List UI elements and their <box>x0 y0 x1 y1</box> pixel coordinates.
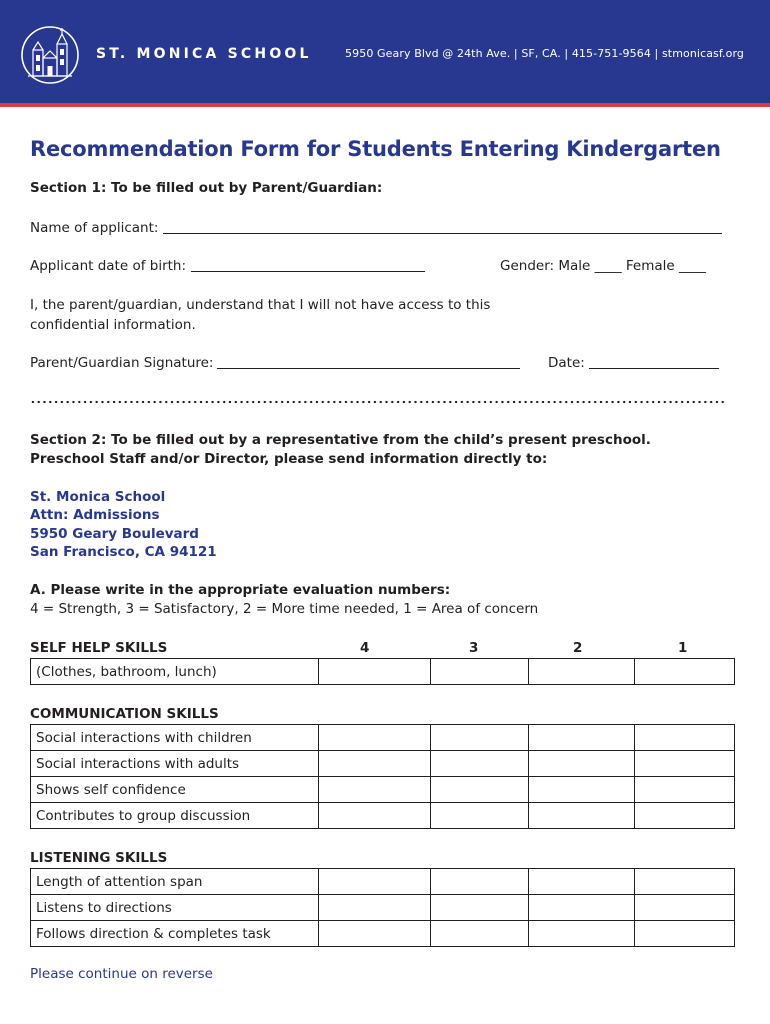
rating-cell-1[interactable] <box>635 921 735 947</box>
school-name: ST. MONICA SCHOOL <box>96 46 312 62</box>
skill-label: Social interactions with adults <box>31 751 319 777</box>
rating-cell-4[interactable] <box>319 921 431 947</box>
rating-cell-2[interactable] <box>529 777 635 803</box>
skill-label: Social interactions with children <box>31 725 319 751</box>
self-help-skills-heading: SELF HELP SKILLS <box>30 640 168 656</box>
rating-cell-1[interactable] <box>635 777 735 803</box>
rating-cell-3[interactable] <box>431 803 529 829</box>
table-row <box>31 869 735 895</box>
rating-cell-3[interactable] <box>431 895 529 921</box>
rating-cell-2[interactable] <box>529 751 635 777</box>
rating-cell-4[interactable] <box>319 725 431 751</box>
section2-heading-line1: Section 2: To be filled out by a representative from the child’s present preschool. <box>30 432 651 448</box>
header-accent-stripe <box>0 103 770 107</box>
dob-field[interactable] <box>191 271 425 272</box>
signature-field[interactable] <box>217 368 520 369</box>
listening-skills-table <box>30 868 735 947</box>
rating-cell-2[interactable] <box>529 921 635 947</box>
rating-cell-1[interactable] <box>635 725 735 751</box>
rating-cell-1[interactable] <box>635 803 735 829</box>
rating-cell-4[interactable] <box>319 751 431 777</box>
table-row <box>31 895 735 921</box>
address-line: 5950 Geary Boulevard <box>30 525 199 542</box>
continue-note: Please continue on reverse <box>30 966 213 982</box>
acknowledgement-line1: I, the parent/guardian, understand that I will not have access to this <box>30 297 491 313</box>
rating-cell-2[interactable] <box>529 895 635 921</box>
table-row <box>31 777 735 803</box>
evaluation-heading: A. Please write in the appropriate evaluation numbers: <box>30 582 451 598</box>
header-banner <box>0 0 770 103</box>
date-field[interactable] <box>589 368 719 369</box>
rating-cell-3[interactable] <box>431 921 529 947</box>
gender-label[interactable]: Gender: Male ____ Female ____ <box>500 258 707 274</box>
table-row <box>31 659 735 685</box>
skill-label: Follows direction & completes task <box>31 921 319 947</box>
form-title: Recommendation Form for Students Entering Kindergarten <box>30 137 721 161</box>
signature-label: Parent/Guardian Signature: <box>30 355 214 371</box>
rating-cell-4[interactable] <box>319 803 431 829</box>
column-header-3: 3 <box>469 640 479 656</box>
rating-cell-2[interactable] <box>529 725 635 751</box>
rating-cell-3[interactable] <box>431 869 529 895</box>
rating-cell-1[interactable] <box>635 895 735 921</box>
rating-cell-3[interactable] <box>431 725 529 751</box>
table-row <box>31 921 735 947</box>
section2-heading-line2: Preschool Staff and/or Director, please send information directly to: <box>30 451 548 467</box>
section1-heading: Section 1: To be filled out by Parent/Guardian: <box>30 180 383 196</box>
header-contact-info: 5950 Geary Blvd @ 24th Ave. | SF, CA. | 415-751-9564 | stmonicasf.org <box>345 47 744 60</box>
listening-skills-heading: LISTENING SKILLS <box>30 850 168 866</box>
communication-skills-table <box>30 724 735 829</box>
applicant-name-label: Name of applicant: <box>30 220 159 236</box>
date-label: Date: <box>548 355 585 371</box>
skill-label: Listens to directions <box>31 895 319 921</box>
rating-cell-3[interactable] <box>431 659 529 685</box>
skill-label: Shows self confidence <box>31 777 319 803</box>
rating-cell-2[interactable] <box>529 869 635 895</box>
dob-label: Applicant date of birth: <box>30 258 187 274</box>
address-line: San Francisco, CA 94121 <box>30 543 217 560</box>
rating-cell-3[interactable] <box>431 751 529 777</box>
table-row <box>31 751 735 777</box>
church-logo-icon <box>20 22 80 88</box>
applicant-name-field[interactable] <box>163 233 722 234</box>
acknowledgement-line2: confidential information. <box>30 317 196 333</box>
skill-label: Contributes to group discussion <box>31 803 319 829</box>
table-row <box>31 725 735 751</box>
rating-cell-1[interactable] <box>635 869 735 895</box>
rating-cell-4[interactable] <box>319 659 431 685</box>
rating-cell-2[interactable] <box>529 803 635 829</box>
rating-cell-3[interactable] <box>431 777 529 803</box>
column-header-4: 4 <box>360 640 370 656</box>
rating-cell-4[interactable] <box>319 869 431 895</box>
column-header-1: 1 <box>678 640 688 656</box>
self-help-skills-table <box>30 658 735 685</box>
address-line: Attn: Admissions <box>30 507 160 524</box>
rating-cell-2[interactable] <box>529 659 635 685</box>
skill-label: (Clothes, bathroom, lunch) <box>31 659 319 685</box>
mailing-address <box>30 488 217 561</box>
rating-cell-4[interactable] <box>319 777 431 803</box>
dotted-divider <box>30 398 726 406</box>
column-header-2: 2 <box>573 640 583 656</box>
rating-cell-1[interactable] <box>635 751 735 777</box>
rating-cell-1[interactable] <box>635 659 735 685</box>
table-row <box>31 803 735 829</box>
rating-cell-4[interactable] <box>319 895 431 921</box>
evaluation-scale: 4 = Strength, 3 = Satisfactory, 2 = More time needed, 1 = Area of concern <box>30 601 539 617</box>
skill-label: Length of attention span <box>31 869 319 895</box>
address-line: St. Monica School <box>30 489 166 505</box>
communication-skills-heading: COMMUNICATION SKILLS <box>30 706 219 722</box>
